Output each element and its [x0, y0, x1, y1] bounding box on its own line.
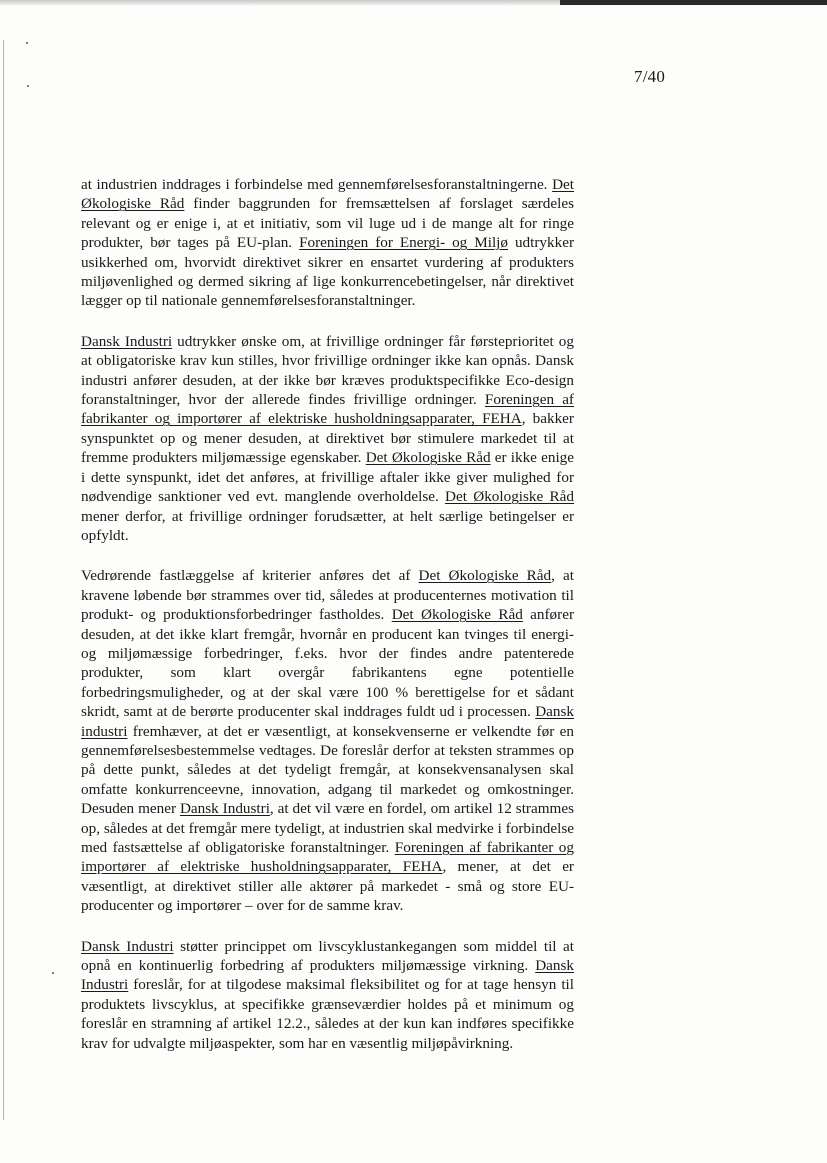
organization-reference: Dansk Industri [81, 957, 574, 994]
organization-reference: Det Økologiske Råd [81, 176, 574, 213]
paragraph-2 [81, 332, 574, 545]
organization-reference: Det Økologiske Råd [418, 567, 552, 585]
text-segment: , at det vil være en fordel, om artikel 12 strammes op, således at det fremgår mere tydeligt, at industrien skal medvirke i forbindelse med fastsættelse af obligatoriske foranstaltninger. [81, 800, 574, 856]
organization-reference: Dansk Industri [179, 800, 270, 818]
text-segment: , bakker synspunktet op og mener desuden, at direktivet bør stimulere markedet til at fremme produkters miljømæssige egenskaber. [81, 410, 574, 467]
organization-reference: Det Økologiske Råd [391, 606, 523, 624]
scan-left-edge [3, 40, 4, 1120]
organization-reference: Foreningen af fabrikanter og importører af elektriske husholdningsapparater, FEHA [81, 391, 574, 428]
text-segment: udtrykker ønske om, at frivillige ordninger får førsteprioritet og at obligatoriske krav kun stilles, hvor frivillige ordninger ikke kan opnås. Dansk industri anfører desuden, at der ikke bør kræves produktspecifikke Eco-design foranstaltninger, hvor der allerede findes frivillige ordninger. [81, 332, 574, 409]
text-segment: udtrykker usikkerhed om, hvorvidt direktivet sikrer en ensartet vurdering af produkters miljøvenlighed og dermed sikring af lige konkurrencebetingelser, når direktivet lægger op til nationale gennemførelsesforanstaltninger. [81, 234, 575, 310]
text-segment: er ikke enige i dette synspunkt, idet det anføres, at frivillige aftaler ikke giver mulighed for nødvendige sanktioner ved evt. manglende overholdelse. [81, 449, 575, 506]
text-segment: , at kravene løbende bør strammes over tid, således at producenternes motivation til produkt- og produktionsforbedringer fastholdes. [81, 567, 574, 624]
paragraph-1 [81, 175, 574, 311]
organization-reference: Det Økologiske Råd [445, 488, 575, 506]
text-segment: støtter princippet om livscyklustankegangen som middel til at opnå en kontinuerlig forbedring af produkters miljømæssige virkning. [81, 937, 574, 975]
text-segment: finder baggrunden for fremsættelsen af forslaget særdeles relevant og er enige i, at et initiativ, som vil luge ud i de mange alt for ringe produkter, bør tages på EU-plan. [81, 195, 574, 252]
organization-reference: Dansk Industri [81, 937, 174, 955]
paragraph-4 [81, 937, 574, 1053]
organization-reference: Foreningen for Energi- og Miljø [299, 234, 508, 252]
organization-reference: Dansk industri [81, 703, 574, 740]
text-segment: , mener, at det er væsentligt, at direktivet stiller alle aktører på markedet - små og store EU-producenter og importører – over for de samme krav. [81, 858, 574, 915]
scan-top-edge-shadow [560, 0, 827, 5]
text-segment: foreslår, for at tilgodese maksimal fleksibilitet og for at tage hensyn til produktets livscyklus, at specifikke grænseværdier holdes på et minimum og foreslår en stramning af artikel 12.2., således at der kun kan indføres specifikke krav for udvalgte miljøaspekter, som har en væsentlig miljøpåvirkning. [81, 976, 574, 1052]
scan-speck [26, 42, 28, 44]
scan-speck [52, 972, 54, 974]
text-segment: at industrien inddrages i forbindelse med gennemførelsesforanstaltningerne. [81, 176, 553, 193]
organization-reference: Det Økologiske Råd [365, 449, 491, 467]
organization-reference: Foreningen af fabrikanter og importører af elektriske husholdningsapparater, FEHA [81, 839, 574, 876]
page-number: 7/40 [634, 67, 666, 86]
scan-speck [27, 85, 29, 87]
text-segment: Vedrørende fastlæggelse af kriterier anføres det af [81, 567, 419, 585]
text-segment: anfører desuden, at det ikke klart fremgår, hvornår en producent kan tvinges til energi- og miljømæssige forbedringer, f.eks. hvor der findes andre patenterede produkter, som klart overgår fabrikantens egne potentielle forbedringsmuligheder, og at der skal være 100 % berettigelse for et sådant skridt, samt at de berørte producenter skal inddrages fuldt ud i processen. [81, 606, 574, 721]
organization-reference: Dansk Industri [81, 332, 173, 350]
text-segment: fremhæver, at det er væsentligt, at konsekvenserne er velkendte før en gennemførelsesbestemmelse vedtages. De foreslår derfor at teksten strammes op på dette punkt, således at det tydeligt fremgår, at konsekvensanalysen skal omfatte konkurrenceevne, innovation, adgang til markedet og omkostninger. Desuden mener [81, 722, 574, 818]
text-segment: mener derfor, at frivillige ordninger forudsætter, at helt særlige betingelser er opfyldt. [81, 507, 574, 544]
body-text [81, 175, 574, 1074]
paragraph-3 [81, 566, 574, 915]
